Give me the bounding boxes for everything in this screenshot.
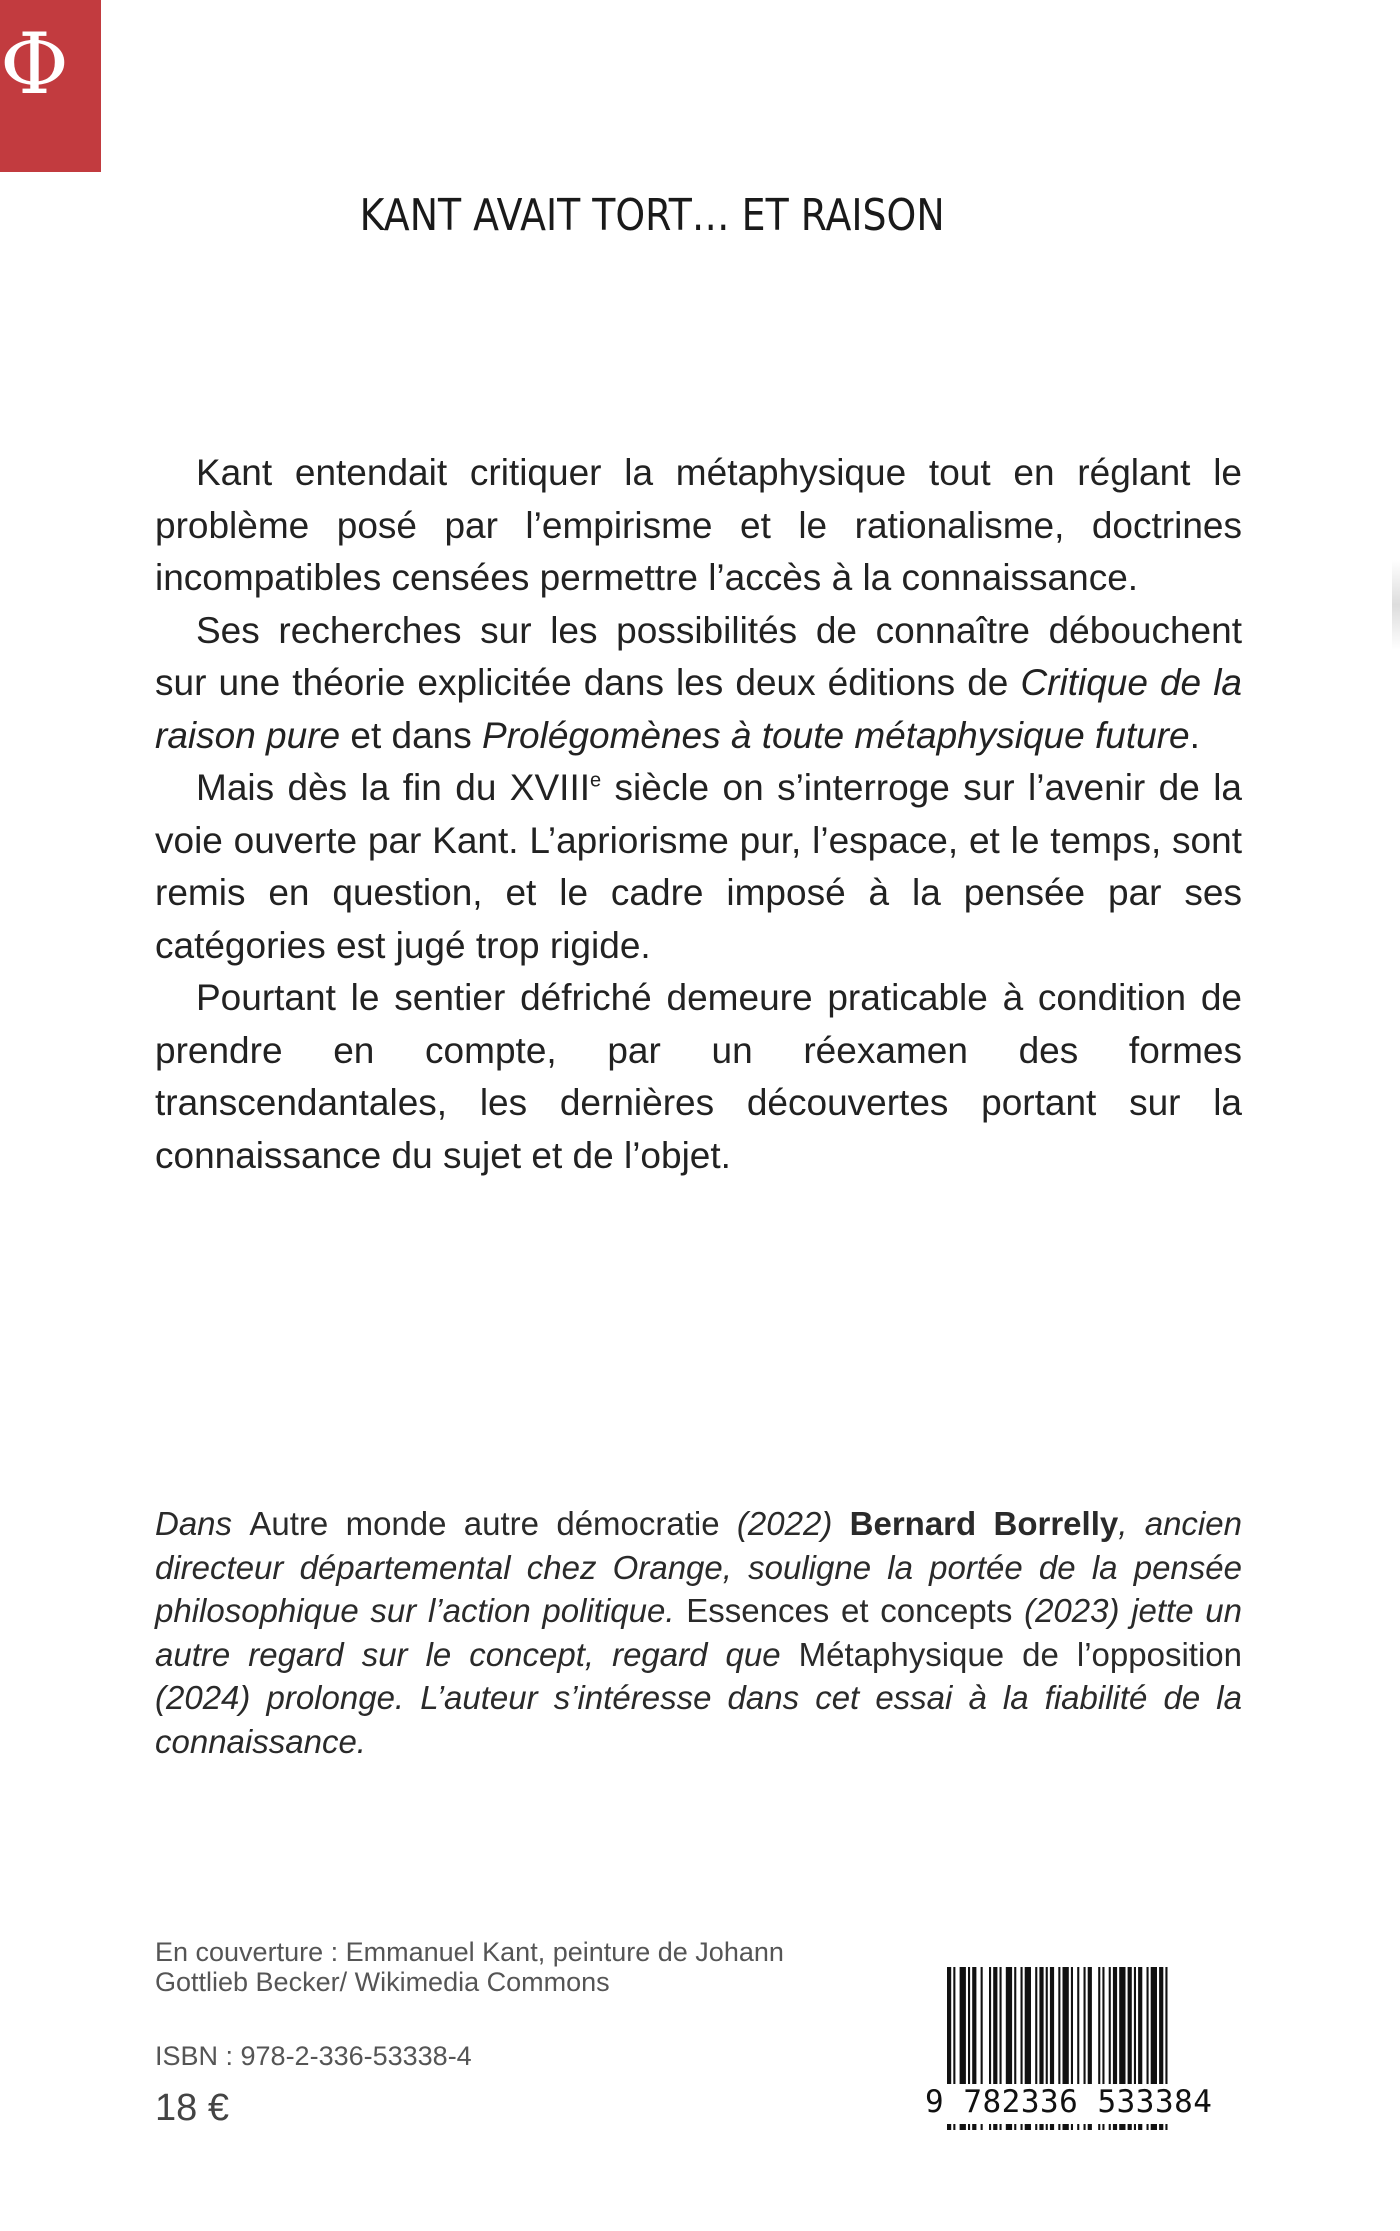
cover-credit: En couverture : Emmanuel Kant, peinture de Johann Gottlieb Becker/ Wikimedia Commons xyxy=(155,1937,784,1997)
bio-text: (2022) xyxy=(719,1505,850,1542)
price: 18 € xyxy=(155,2087,229,2129)
summary-text: siècle on s’interroge sur l’avenir de la voie ouverte par Kant. L’apriorisme pur, l’espace, et le temps, sont remis en question, et le cadre imposé à la pensée par ses catégories est jugé trop rigide. xyxy=(155,767,1242,966)
page-edge-shadow xyxy=(1392,560,1400,650)
author-bio xyxy=(155,1502,1242,1763)
summary-text: Ses recherches sur les possibilités de connaître débouchent sur une théorie explicitée dans les deux éditions de xyxy=(155,609,1242,703)
bio-book-title: Métaphysique de l’opposition xyxy=(798,1635,1242,1673)
bio-text: Dans xyxy=(155,1505,250,1542)
bio-text: , ancien directeur départemental chez Orange, souligne la portée de la pensée philosophique sur l’action politique. xyxy=(155,1505,1242,1629)
author-name: Bernard Borrelly xyxy=(849,1505,1119,1542)
book-reference: Prolégomènes à toute métaphysique future xyxy=(482,714,1190,756)
isbn: ISBN : 978-2-336-53338-4 xyxy=(155,2041,472,2071)
barcode-digits: 9 782336 533384 xyxy=(925,2084,1242,2124)
summary-text: et dans xyxy=(340,714,483,756)
back-cover-summary xyxy=(155,447,1242,1182)
summary-text: Mais dès la fin du XVIII xyxy=(196,767,590,808)
summary-paragraph-4: Pourtant le sentier défriché demeure praticable à condition de prendre en compte, par un réexamen des formes transcendantales, les dernières découvertes portant sur la connaissance du sujet et de l’objet. xyxy=(155,977,1242,1176)
bio-text: (2024) prolonge. L’auteur s’intéresse dans cet essai à la fiabilité de la connaissance. xyxy=(155,1679,1242,1760)
summary-paragraph-2 xyxy=(155,605,1242,763)
summary-paragraph-1: Kant entendait critiquer la métaphysique tout en réglant le problème posé par l’empirisme et le rationalisme, doctrines incompatibles censées permettre l’accès à la connaissance. xyxy=(155,452,1242,598)
bio-book-title: Essences et concepts xyxy=(686,1592,1013,1629)
phi-logo-icon: Φ xyxy=(0,15,69,113)
summary-paragraph-3 xyxy=(155,762,1242,972)
bio-book-title: Autre monde autre démocratie xyxy=(249,1505,720,1542)
summary-text: . xyxy=(1189,714,1200,756)
book-title: KANT AVAIT TORT… ET RAISON xyxy=(359,190,945,241)
book-reference: Critique de la raison pure xyxy=(155,662,1242,756)
bio-text: (2023) jette un autre regard sur le concept, regard que xyxy=(155,1592,1242,1673)
publisher-logo xyxy=(0,0,101,172)
century-superscript: e xyxy=(590,769,602,792)
